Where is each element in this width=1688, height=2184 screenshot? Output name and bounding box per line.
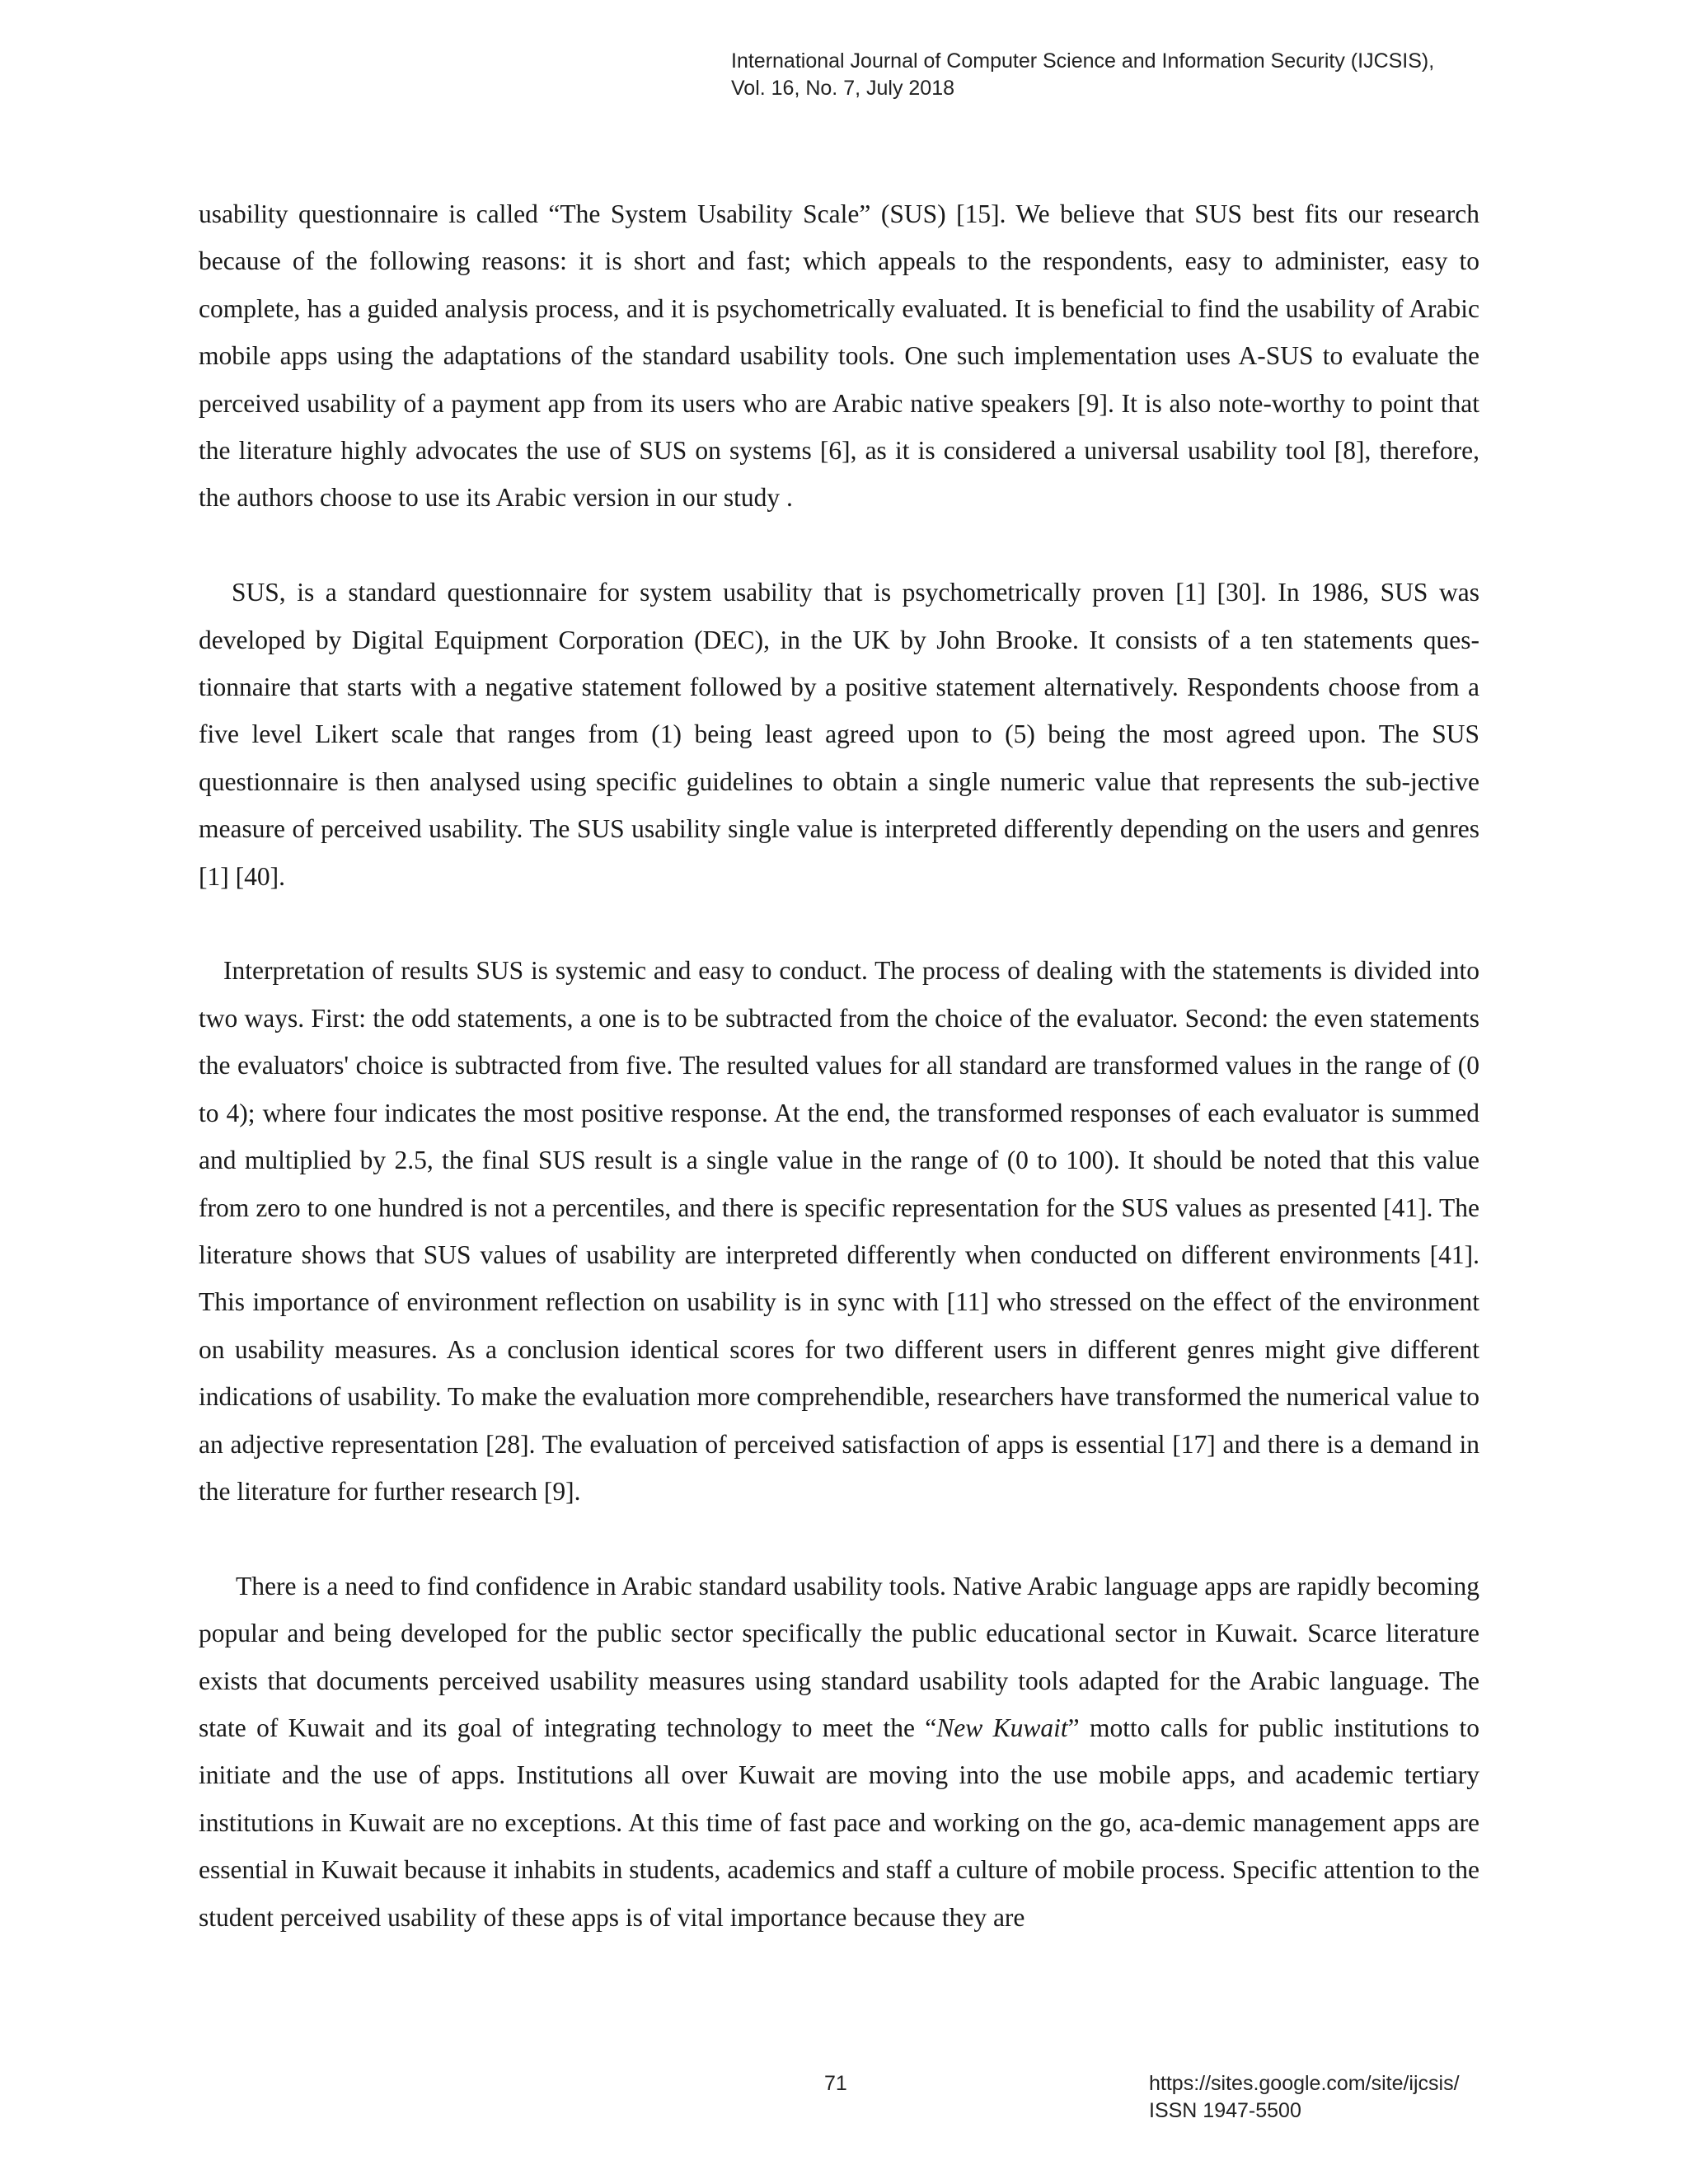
paragraph-sus-choice: usability questionnaire is called “The System Usability Scale” (SUS) [15]. We believe that SUS best fits our research because of the following reasons: it is short and fast; which appeals to the respondents, easy to administer, easy to complete, has a guided analysis process, and it is psychometrically evaluated. It is beneficial to find the usability of Arabic mobile apps using the adaptations of the standard usability tools. One such implementation uses A-SUS to evaluate the perceived usability of a payment app from its users who are Arabic native speakers [9]. It is also note-worthy to point that the literature highly advocates the use of SUS on systems [6], as it is considered a universal usability tool [8], therefore, the authors choose to use its Arabic version in our study . (199, 199, 1479, 513)
journal-url: https://sites.google.com/site/ijcsis/ (1149, 2072, 1460, 2095)
running-header (731, 48, 1555, 102)
page-number: 71 (824, 2072, 847, 2095)
journal-title: International Journal of Computer Science and Information Security (IJCSIS), (731, 49, 1435, 73)
new-kuwait-italic: New Kuwait (936, 1713, 1068, 1742)
journal-volume: Vol. 16, No. 7, July 2018 (731, 77, 955, 100)
paragraph-text-segment: There is a need to find confidence in Arabic standard usability tools. Native Arabic language apps are rapidly becoming popular and being developed for the public sector specifically the public educational sector in Kuwait. Scarce literature exists that documents perceived usability measures using standard usability tools adapted for the Arabic language. The state of Kuwait and its goal of integrating technology to meet the “ (199, 1571, 1479, 1742)
body-text (199, 190, 1479, 1941)
footer-info (1149, 2070, 1460, 2125)
paragraph-arabic-need (199, 1563, 1479, 1941)
paragraph-sus-definition: SUS, is a standard questionnaire for system usability that is psychometrically proven [1] [30]. In 1986, SUS was developed by Digital Equipment Corporation (DEC), in the UK by John Brooke. It consists of a ten statements ques-tionnaire that starts with a negative statement followed by a positive statement alternatively. Respondents choose from a five level Likert scale that ranges from (1) being least agreed upon to (5) being the most agreed upon. The SUS questionnaire is then analysed using specific guidelines to obtain a single numeric value that represents the sub-jective measure of perceived usability. The SUS usability single value is interpreted differently depending on the users and genres [1] [40]. (199, 578, 1479, 891)
issn: ISSN 1947-5500 (1149, 2099, 1301, 2122)
paragraph-interpretation: Interpretation of results SUS is systemic and easy to conduct. The process of dealing with the statements is divided into two ways. First: the odd statements, a one is to be subtracted from the choice of the evaluator. Second: the even statements the evaluators' choice is subtracted from five. The resulted values for all standard are transformed values in the range of (0 to 4); where four indicates the most positive response. At the end, the transformed responses of each evaluator is summed and multiplied by 2.5, the final SUS result is a single value in the range of (0 to 100). It should be noted that this value from zero to one hundred is not a percentiles, and there is specific representation for the SUS values as presented [41]. The literature shows that SUS values of usability are interpreted differently when conducted on different environments [41]. This importance of environment reflection on usability is in sync with [11] who stressed on the effect of the environment on usability measures. As a conclusion identical scores for two different users in different genres might give different indications of usability. To make the evaluation more comprehendible, researchers have transformed the numerical value to an adjective representation [28]. The evaluation of perceived satisfaction of apps is essential [17] and there is a demand in the literature for further research [9]. (199, 956, 1479, 1506)
paragraph-text-segment: ” motto calls for public institutions to initiate and the use of apps. Institutions all over Kuwait are moving into the use mobile apps, and academic tertiary institutions in Kuwait are no exceptions. At this time of fast pace and working on the go, aca-demic management apps are essential in Kuwait because it inhabits in students, academics and staff a culture of mobile process. Specific attention to the student perceived usability of these apps is of vital importance because they are (199, 1713, 1479, 1932)
